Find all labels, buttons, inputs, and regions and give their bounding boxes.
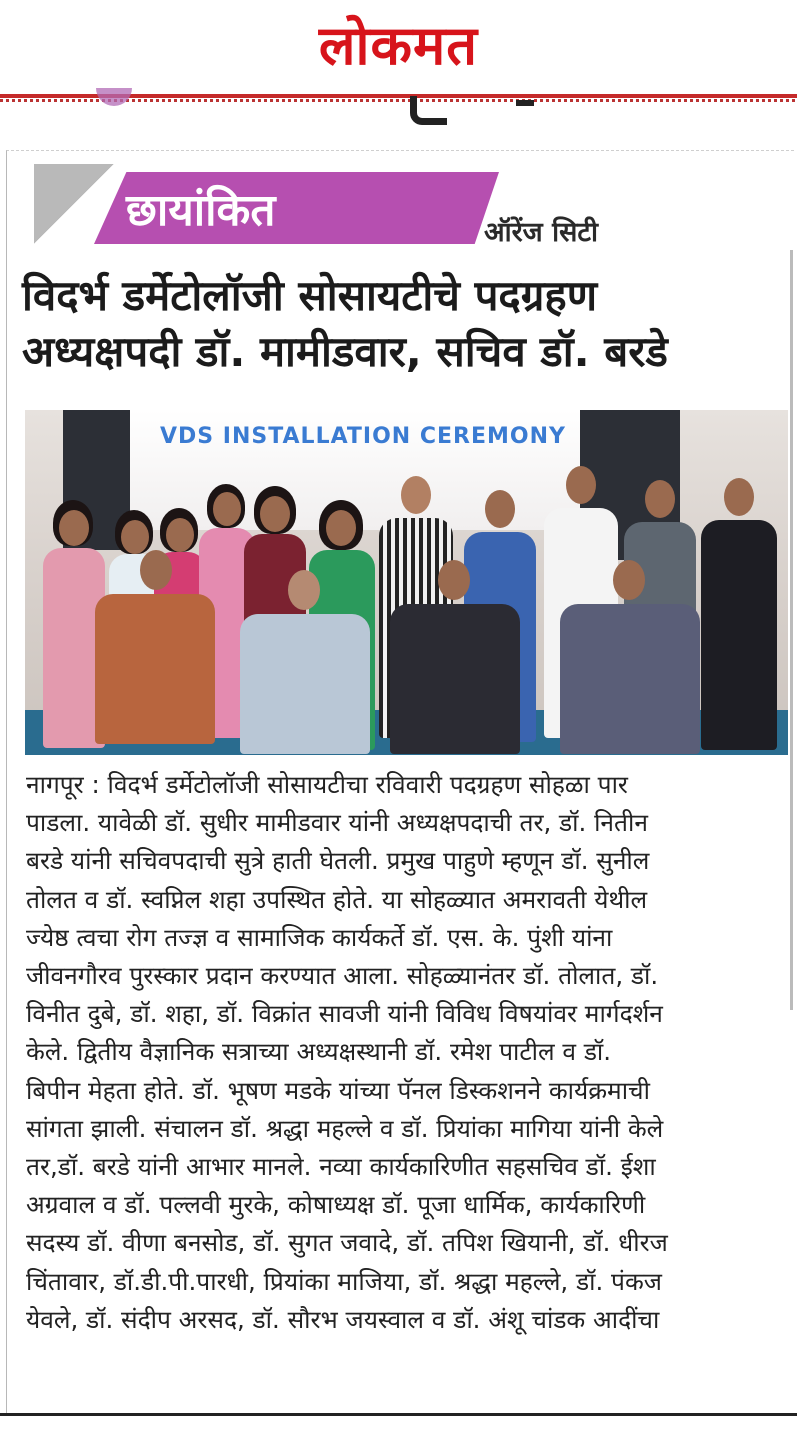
section-banner bbox=[34, 164, 474, 254]
clipped-dash-fragment bbox=[516, 100, 534, 106]
section-tag: ऑरेंज सिटी bbox=[484, 217, 598, 248]
article-line: चिंतावार, डॉ.डी.पी.पारधी, प्रियांका माजिया, डॉ. श्रद्धा महल्ले, डॉ. पंकज bbox=[26, 1266, 662, 1296]
article-line: विनीत दुबे, डॉ. शहा, डॉ. विक्रांत सावजी यांनी विविध विषयांवर मार्गदर्शन bbox=[26, 999, 663, 1029]
headline-line-1: विदर्भ डर्मेटोलॉजी सोसायटीचे पदग्रहण bbox=[22, 271, 598, 320]
newspaper-masthead bbox=[0, 0, 797, 100]
headline-line-2: अध्यक्षपदी डॉ. मामीडवार, सचिव डॉ. बरडे bbox=[22, 327, 668, 376]
article-line: पाडला. यावेळी डॉ. सुधीर मामीडवार यांनी अध्यक्षपदाची तर, डॉ. नितीन bbox=[26, 808, 648, 838]
article-line: सांगता झाली. संचालन डॉ. श्रद्धा महल्ले व डॉ. प्रियांका मागिया यांनी केले bbox=[26, 1113, 664, 1143]
photo-person-seated bbox=[380, 560, 530, 755]
clipped-graphic-fragment bbox=[96, 88, 132, 106]
article-headline bbox=[22, 268, 792, 380]
photo-banner-text: VDS INSTALLATION CEREMONY bbox=[160, 424, 566, 449]
article-body bbox=[26, 766, 791, 1339]
article-line: अग्रवाल व डॉ. पल्लवी मुरके, कोषाध्यक्ष डॉ. पूजा धार्मिक, कार्यकारिणी bbox=[26, 1190, 646, 1220]
article-line: नागपूर : विदर्भ डर्मेटोलॉजी सोसायटीचा रविवारी पदग्रहण सोहळा पार bbox=[26, 770, 628, 799]
article-line: ज्येष्ठ त्वचा रोग तज्ज्ञ व सामाजिक कार्यकर्ते डॉ. एस. के. पुंशी यांना bbox=[26, 922, 613, 952]
section-label: छायांकित bbox=[126, 185, 276, 236]
article-line: तोलत व डॉ. स्वप्निल शहा उपस्थित होते. या सोहळ्यात अमरावती येथील bbox=[26, 884, 648, 914]
article-line: बिपीन मेहता होते. डॉ. भूषण मडके यांच्या पॅनल डिस्कशनने कार्यक्रमाची bbox=[26, 1075, 650, 1105]
article-line: येवले, डॉ. संदीप अरसद, डॉ. सौरभ जयस्वाल व डॉ. अंशू चांडक आदींचा bbox=[26, 1304, 660, 1334]
newspaper-logo: लोकमत bbox=[318, 14, 479, 77]
photo-person-seated bbox=[550, 560, 710, 755]
clipped-letter-fragment bbox=[410, 96, 447, 125]
article-line: सदस्य डॉ. वीणा बनसोड, डॉ. सुगत जवादे, डॉ. तपिश खियानी, डॉ. धीरज bbox=[26, 1228, 668, 1258]
article-line: बरडे यांनी सचिवपदाची सुत्रे हाती घेतली. प्रमुख पाहुणे म्हणून डॉ. सुनील bbox=[26, 846, 650, 876]
article-line: केले. द्वितीय वैज्ञानिक सत्राच्या अध्यक्षस्थानी डॉ. रमेश पाटील व डॉ. bbox=[26, 1037, 612, 1067]
article-line: तर,डॉ. बरडे यांनी आभार मानले. नव्या कार्यकारिणीत सहसचिव डॉ. ईशा bbox=[26, 1152, 656, 1182]
article-line: जीवनगौरव पुरस्कार प्रदान करण्यात आला. सोहळ्यानंतर डॉ. तोलात, डॉ. bbox=[26, 961, 659, 991]
photo-person-seated bbox=[230, 570, 380, 755]
news-photo bbox=[25, 410, 788, 755]
clipping-bottom-rule bbox=[0, 1413, 797, 1416]
photo-person-seated bbox=[85, 550, 225, 750]
